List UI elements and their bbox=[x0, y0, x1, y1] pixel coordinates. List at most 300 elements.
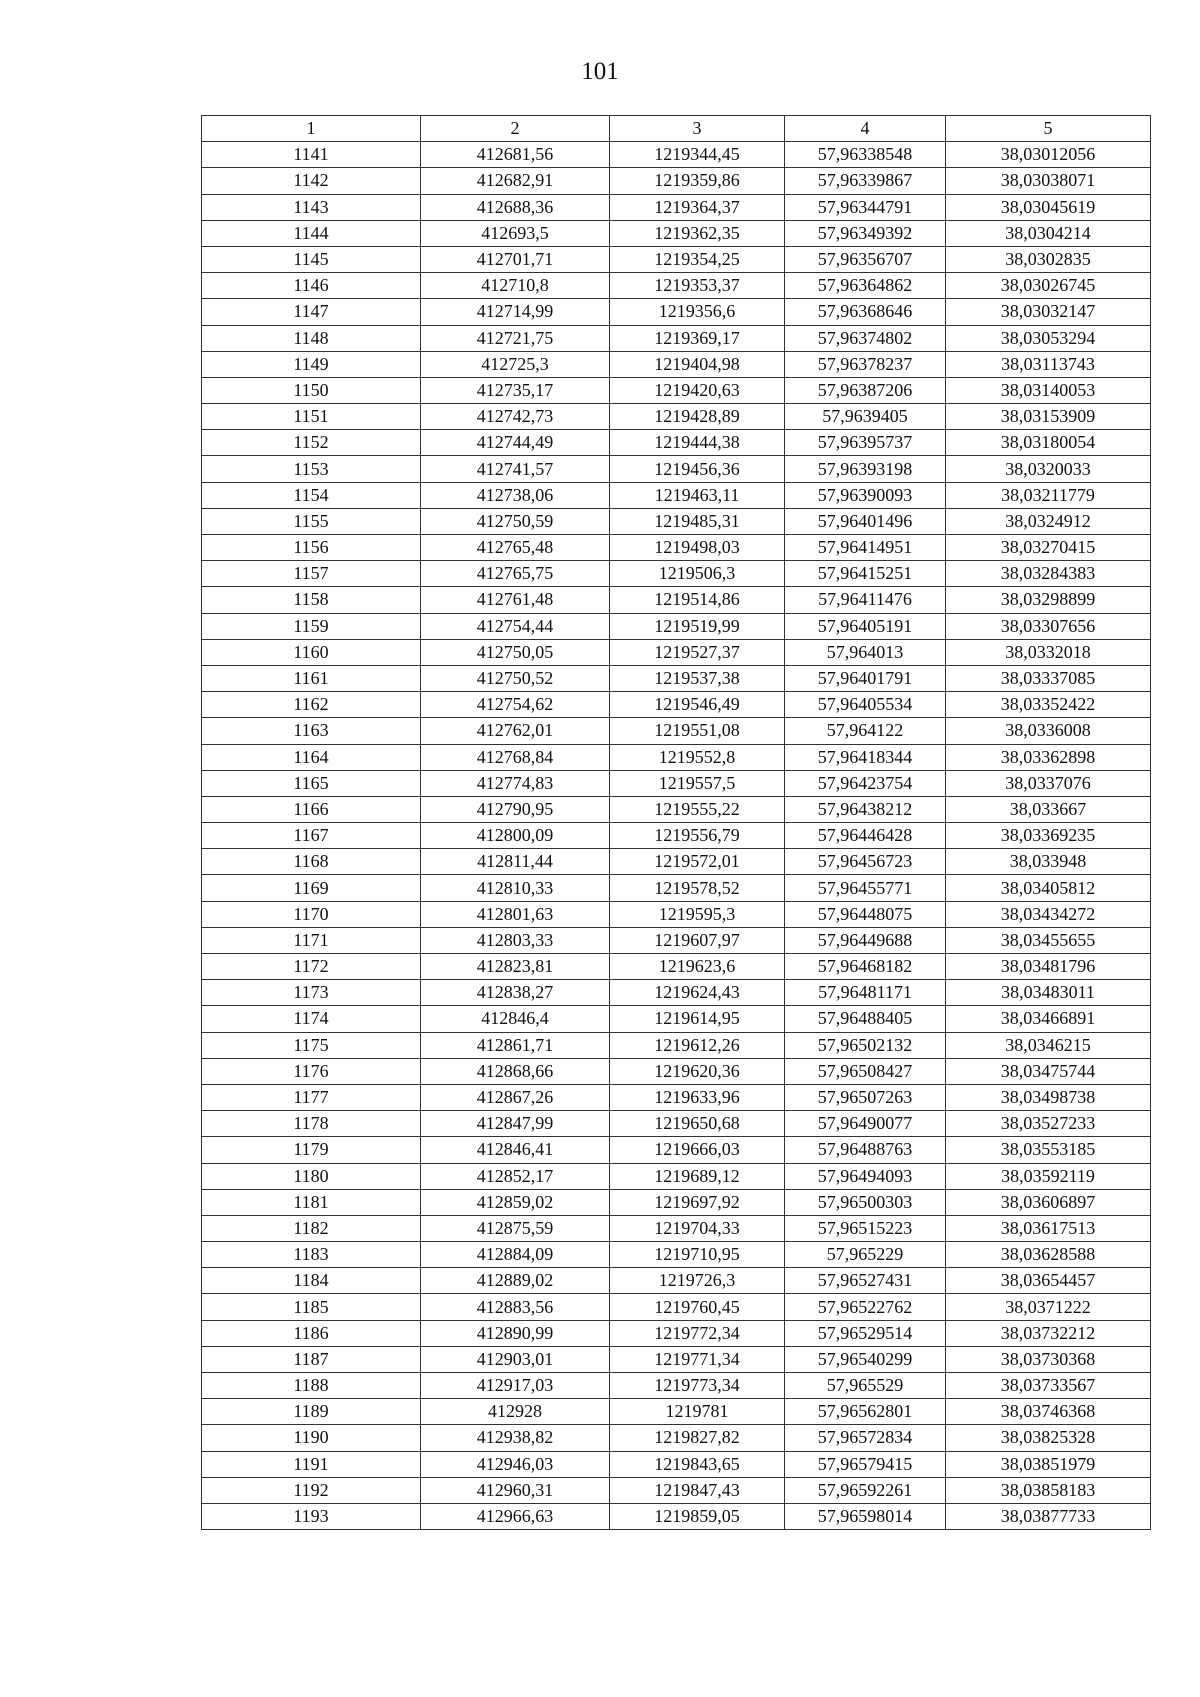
table-cell: 1178 bbox=[202, 1111, 421, 1137]
table-cell: 1158 bbox=[202, 587, 421, 613]
table-cell: 57,96481171 bbox=[785, 980, 946, 1006]
table-cell: 1159 bbox=[202, 613, 421, 639]
table-cell: 57,96349392 bbox=[785, 220, 946, 246]
table-row bbox=[202, 325, 1151, 351]
table-row bbox=[202, 718, 1151, 744]
table-cell: 1219726,3 bbox=[610, 1268, 785, 1294]
table-cell: 412960,31 bbox=[421, 1477, 610, 1503]
table-cell: 1219666,03 bbox=[610, 1137, 785, 1163]
table-cell: 57,96364862 bbox=[785, 273, 946, 299]
table-cell: 57,9639405 bbox=[785, 404, 946, 430]
table-cell: 1154 bbox=[202, 482, 421, 508]
table-header-row bbox=[202, 116, 1151, 142]
table-cell: 412725,3 bbox=[421, 351, 610, 377]
table-cell: 412946,03 bbox=[421, 1451, 610, 1477]
table-cell: 1191 bbox=[202, 1451, 421, 1477]
table-cell: 1156 bbox=[202, 535, 421, 561]
table-cell: 412744,49 bbox=[421, 430, 610, 456]
table-cell: 57,96502132 bbox=[785, 1032, 946, 1058]
table-row bbox=[202, 299, 1151, 325]
table-row bbox=[202, 770, 1151, 796]
table-cell: 38,03362898 bbox=[946, 744, 1151, 770]
table-cell: 1157 bbox=[202, 561, 421, 587]
table-cell: 1219847,43 bbox=[610, 1477, 785, 1503]
table-cell: 38,0320033 bbox=[946, 456, 1151, 482]
table-cell: 57,96456723 bbox=[785, 849, 946, 875]
table-cell: 38,03140053 bbox=[946, 377, 1151, 403]
table-cell: 1168 bbox=[202, 849, 421, 875]
table-cell: 1164 bbox=[202, 744, 421, 770]
table-cell: 1219771,34 bbox=[610, 1346, 785, 1372]
table-cell: 1219697,92 bbox=[610, 1189, 785, 1215]
table-cell: 1219650,68 bbox=[610, 1111, 785, 1137]
table-cell: 38,03352422 bbox=[946, 692, 1151, 718]
table-cell: 57,964013 bbox=[785, 639, 946, 665]
table-cell: 412710,8 bbox=[421, 273, 610, 299]
table-row bbox=[202, 849, 1151, 875]
table-cell: 1177 bbox=[202, 1084, 421, 1110]
table-cell: 38,03434272 bbox=[946, 901, 1151, 927]
table-cell: 57,96468182 bbox=[785, 954, 946, 980]
table-row bbox=[202, 744, 1151, 770]
table-cell: 38,03746368 bbox=[946, 1399, 1151, 1425]
page-number: 101 bbox=[581, 58, 619, 85]
table-cell: 412681,56 bbox=[421, 142, 610, 168]
table-cell: 1185 bbox=[202, 1294, 421, 1320]
table-cell: 412682,91 bbox=[421, 168, 610, 194]
table-cell: 412735,17 bbox=[421, 377, 610, 403]
table-cell: 1152 bbox=[202, 430, 421, 456]
table-cell: 1167 bbox=[202, 823, 421, 849]
table-cell: 412741,57 bbox=[421, 456, 610, 482]
table-cell: 1174 bbox=[202, 1006, 421, 1032]
table-cell: 57,96448075 bbox=[785, 901, 946, 927]
table-cell: 412890,99 bbox=[421, 1320, 610, 1346]
table-cell: 1219537,38 bbox=[610, 665, 785, 691]
table-cell: 1219354,25 bbox=[610, 246, 785, 272]
table-cell: 412800,09 bbox=[421, 823, 610, 849]
table-cell: 1219344,45 bbox=[610, 142, 785, 168]
table-cell: 1219353,37 bbox=[610, 273, 785, 299]
table-cell: 38,03475744 bbox=[946, 1058, 1151, 1084]
table-cell: 1155 bbox=[202, 508, 421, 534]
table-cell: 38,03153909 bbox=[946, 404, 1151, 430]
table-cell: 1219552,8 bbox=[610, 744, 785, 770]
table-cell: 412810,33 bbox=[421, 875, 610, 901]
table-cell: 1147 bbox=[202, 299, 421, 325]
table-cell: 38,03053294 bbox=[946, 325, 1151, 351]
table-cell: 38,0336008 bbox=[946, 718, 1151, 744]
table-cell: 57,96527431 bbox=[785, 1268, 946, 1294]
table-cell: 38,0332018 bbox=[946, 639, 1151, 665]
table-cell: 1219624,43 bbox=[610, 980, 785, 1006]
table-cell: 1219485,31 bbox=[610, 508, 785, 534]
column-header: 2 bbox=[421, 116, 610, 142]
table-cell: 1162 bbox=[202, 692, 421, 718]
table-row bbox=[202, 194, 1151, 220]
table-cell: 57,96508427 bbox=[785, 1058, 946, 1084]
table-cell: 412754,44 bbox=[421, 613, 610, 639]
table-cell: 38,03617513 bbox=[946, 1215, 1151, 1241]
table-row bbox=[202, 1503, 1151, 1529]
table-cell: 1193 bbox=[202, 1503, 421, 1529]
table-cell: 1141 bbox=[202, 142, 421, 168]
table-row bbox=[202, 535, 1151, 561]
table-row bbox=[202, 1032, 1151, 1058]
table-cell: 1219623,6 bbox=[610, 954, 785, 980]
table-cell: 57,96395737 bbox=[785, 430, 946, 456]
coordinates-table bbox=[201, 115, 1151, 1530]
table-cell: 57,96368646 bbox=[785, 299, 946, 325]
table-cell: 1219607,97 bbox=[610, 927, 785, 953]
table-cell: 38,03732212 bbox=[946, 1320, 1151, 1346]
table-cell: 38,03369235 bbox=[946, 823, 1151, 849]
table-cell: 57,96344791 bbox=[785, 194, 946, 220]
table-row bbox=[202, 142, 1151, 168]
table-row bbox=[202, 901, 1151, 927]
table-cell: 57,96401791 bbox=[785, 665, 946, 691]
table-cell: 57,965229 bbox=[785, 1242, 946, 1268]
table-cell: 1219356,6 bbox=[610, 299, 785, 325]
table-cell: 57,96339867 bbox=[785, 168, 946, 194]
table-cell: 1180 bbox=[202, 1163, 421, 1189]
table-cell: 412750,52 bbox=[421, 665, 610, 691]
table-cell: 57,96490077 bbox=[785, 1111, 946, 1137]
table-cell: 412838,27 bbox=[421, 980, 610, 1006]
table-cell: 57,96401496 bbox=[785, 508, 946, 534]
table-row bbox=[202, 508, 1151, 534]
table-cell: 412903,01 bbox=[421, 1346, 610, 1372]
table-cell: 1219620,36 bbox=[610, 1058, 785, 1084]
table-cell: 1192 bbox=[202, 1477, 421, 1503]
table-cell: 38,03553185 bbox=[946, 1137, 1151, 1163]
table-row bbox=[202, 456, 1151, 482]
table-cell: 412803,33 bbox=[421, 927, 610, 953]
table-cell: 412823,81 bbox=[421, 954, 610, 980]
table-row bbox=[202, 1137, 1151, 1163]
table-cell: 1219428,89 bbox=[610, 404, 785, 430]
table-cell: 38,033667 bbox=[946, 796, 1151, 822]
table-cell: 57,96414951 bbox=[785, 535, 946, 561]
table-cell: 1181 bbox=[202, 1189, 421, 1215]
table-cell: 1219760,45 bbox=[610, 1294, 785, 1320]
table-row bbox=[202, 1111, 1151, 1137]
table-cell: 1219551,08 bbox=[610, 718, 785, 744]
table-cell: 57,964122 bbox=[785, 718, 946, 744]
table-cell: 38,03038071 bbox=[946, 168, 1151, 194]
table-cell: 57,96529514 bbox=[785, 1320, 946, 1346]
table-cell: 1186 bbox=[202, 1320, 421, 1346]
table-cell: 57,96438212 bbox=[785, 796, 946, 822]
table-cell: 412846,4 bbox=[421, 1006, 610, 1032]
table-cell: 57,96579415 bbox=[785, 1451, 946, 1477]
table-cell: 1219773,34 bbox=[610, 1373, 785, 1399]
column-header: 5 bbox=[946, 116, 1151, 142]
table-row bbox=[202, 1189, 1151, 1215]
table-row bbox=[202, 1451, 1151, 1477]
table-cell: 38,03180054 bbox=[946, 430, 1151, 456]
table-cell: 1219463,11 bbox=[610, 482, 785, 508]
table-row bbox=[202, 1320, 1151, 1346]
table-cell: 1149 bbox=[202, 351, 421, 377]
table-cell: 1183 bbox=[202, 1242, 421, 1268]
table-cell: 57,96390093 bbox=[785, 482, 946, 508]
table-cell: 1170 bbox=[202, 901, 421, 927]
table-cell: 57,96393198 bbox=[785, 456, 946, 482]
table-cell: 412811,44 bbox=[421, 849, 610, 875]
table-cell: 1219359,86 bbox=[610, 168, 785, 194]
table-cell: 1161 bbox=[202, 665, 421, 691]
table-row bbox=[202, 1058, 1151, 1084]
table-cell: 57,96378237 bbox=[785, 351, 946, 377]
table-cell: 38,03481796 bbox=[946, 954, 1151, 980]
table-cell: 412917,03 bbox=[421, 1373, 610, 1399]
table-cell: 1160 bbox=[202, 639, 421, 665]
table-cell: 1219633,96 bbox=[610, 1084, 785, 1110]
table-cell: 38,03825328 bbox=[946, 1425, 1151, 1451]
table-cell: 412928 bbox=[421, 1399, 610, 1425]
table-row bbox=[202, 613, 1151, 639]
table-row bbox=[202, 1163, 1151, 1189]
table-cell: 57,96515223 bbox=[785, 1215, 946, 1241]
table-cell: 1219572,01 bbox=[610, 849, 785, 875]
table-row bbox=[202, 665, 1151, 691]
table-cell: 57,96415251 bbox=[785, 561, 946, 587]
table-row bbox=[202, 351, 1151, 377]
table-row bbox=[202, 430, 1151, 456]
table-row bbox=[202, 692, 1151, 718]
table-cell: 38,03733567 bbox=[946, 1373, 1151, 1399]
table-cell: 412750,59 bbox=[421, 508, 610, 534]
table-cell: 57,96500303 bbox=[785, 1189, 946, 1215]
table-row bbox=[202, 954, 1151, 980]
table-cell: 1219827,82 bbox=[610, 1425, 785, 1451]
table-cell: 38,03858183 bbox=[946, 1477, 1151, 1503]
table-cell: 1219556,79 bbox=[610, 823, 785, 849]
column-header: 3 bbox=[610, 116, 785, 142]
table-row bbox=[202, 796, 1151, 822]
table-cell: 1219689,12 bbox=[610, 1163, 785, 1189]
table-cell: 1219843,65 bbox=[610, 1451, 785, 1477]
table-cell: 1219772,34 bbox=[610, 1320, 785, 1346]
table-cell: 1219506,3 bbox=[610, 561, 785, 587]
table-cell: 1169 bbox=[202, 875, 421, 901]
table-cell: 412859,02 bbox=[421, 1189, 610, 1215]
table-cell: 1184 bbox=[202, 1268, 421, 1294]
table-cell: 1163 bbox=[202, 718, 421, 744]
table-row bbox=[202, 1346, 1151, 1372]
table-cell: 1219514,86 bbox=[610, 587, 785, 613]
table-cell: 57,96572834 bbox=[785, 1425, 946, 1451]
table-row bbox=[202, 273, 1151, 299]
table-row bbox=[202, 1006, 1151, 1032]
table-cell: 412750,05 bbox=[421, 639, 610, 665]
table-row bbox=[202, 168, 1151, 194]
table-cell: 57,96338548 bbox=[785, 142, 946, 168]
table-cell: 1165 bbox=[202, 770, 421, 796]
table-row bbox=[202, 377, 1151, 403]
table-cell: 57,96356707 bbox=[785, 246, 946, 272]
table-cell: 57,96592261 bbox=[785, 1477, 946, 1503]
table-cell: 57,96411476 bbox=[785, 587, 946, 613]
table-cell: 1219704,33 bbox=[610, 1215, 785, 1241]
table-cell: 412868,66 bbox=[421, 1058, 610, 1084]
table-row bbox=[202, 927, 1151, 953]
table-cell: 57,96522762 bbox=[785, 1294, 946, 1320]
table-cell: 412774,83 bbox=[421, 770, 610, 796]
table-cell: 38,03026745 bbox=[946, 273, 1151, 299]
table-cell: 412884,09 bbox=[421, 1242, 610, 1268]
table-cell: 1219456,36 bbox=[610, 456, 785, 482]
table-cell: 57,96405191 bbox=[785, 613, 946, 639]
table-cell: 1219859,05 bbox=[610, 1503, 785, 1529]
table-cell: 1151 bbox=[202, 404, 421, 430]
table-cell: 57,96449688 bbox=[785, 927, 946, 953]
table-cell: 1148 bbox=[202, 325, 421, 351]
table-cell: 412761,48 bbox=[421, 587, 610, 613]
table-body bbox=[202, 142, 1151, 1530]
table-row bbox=[202, 1425, 1151, 1451]
table-cell: 1179 bbox=[202, 1137, 421, 1163]
table-cell: 1176 bbox=[202, 1058, 421, 1084]
table-cell: 1153 bbox=[202, 456, 421, 482]
table-cell: 412693,5 bbox=[421, 220, 610, 246]
table-cell: 57,96488763 bbox=[785, 1137, 946, 1163]
table-cell: 1219527,37 bbox=[610, 639, 785, 665]
table-row bbox=[202, 1399, 1151, 1425]
table-cell: 1219578,52 bbox=[610, 875, 785, 901]
table-row bbox=[202, 246, 1151, 272]
table-cell: 412875,59 bbox=[421, 1215, 610, 1241]
table-cell: 38,03592119 bbox=[946, 1163, 1151, 1189]
table-cell: 412889,02 bbox=[421, 1268, 610, 1294]
table-cell: 38,03455655 bbox=[946, 927, 1151, 953]
table-cell: 57,96387206 bbox=[785, 377, 946, 403]
table-cell: 1219519,99 bbox=[610, 613, 785, 639]
table-cell: 38,0304214 bbox=[946, 220, 1151, 246]
table-cell: 1173 bbox=[202, 980, 421, 1006]
table-cell: 1175 bbox=[202, 1032, 421, 1058]
table-row bbox=[202, 1477, 1151, 1503]
table-cell: 412688,36 bbox=[421, 194, 610, 220]
table-cell: 57,96455771 bbox=[785, 875, 946, 901]
table-cell: 1190 bbox=[202, 1425, 421, 1451]
table-cell: 38,0346215 bbox=[946, 1032, 1151, 1058]
table-cell: 38,03851979 bbox=[946, 1451, 1151, 1477]
table-cell: 1189 bbox=[202, 1399, 421, 1425]
table-cell: 38,03284383 bbox=[946, 561, 1151, 587]
table-row bbox=[202, 823, 1151, 849]
table-cell: 412765,48 bbox=[421, 535, 610, 561]
table-cell: 412938,82 bbox=[421, 1425, 610, 1451]
table-cell: 38,03606897 bbox=[946, 1189, 1151, 1215]
table-cell: 412883,56 bbox=[421, 1294, 610, 1320]
table-cell: 57,96446428 bbox=[785, 823, 946, 849]
column-header: 4 bbox=[785, 116, 946, 142]
table-cell: 1146 bbox=[202, 273, 421, 299]
table-cell: 1219364,37 bbox=[610, 194, 785, 220]
table-cell: 1219710,95 bbox=[610, 1242, 785, 1268]
table-cell: 57,96507263 bbox=[785, 1084, 946, 1110]
table-cell: 412762,01 bbox=[421, 718, 610, 744]
table-cell: 38,03483011 bbox=[946, 980, 1151, 1006]
column-header: 1 bbox=[202, 116, 421, 142]
table-row bbox=[202, 1084, 1151, 1110]
table-cell: 1143 bbox=[202, 194, 421, 220]
table-row bbox=[202, 639, 1151, 665]
table-cell: 38,03730368 bbox=[946, 1346, 1151, 1372]
table-cell: 38,03405812 bbox=[946, 875, 1151, 901]
table-cell: 1166 bbox=[202, 796, 421, 822]
table-cell: 1142 bbox=[202, 168, 421, 194]
table-cell: 1219444,38 bbox=[610, 430, 785, 456]
table-cell: 38,0337076 bbox=[946, 770, 1151, 796]
table-row bbox=[202, 1268, 1151, 1294]
table-cell: 1172 bbox=[202, 954, 421, 980]
table-cell: 38,03466891 bbox=[946, 1006, 1151, 1032]
table-cell: 1144 bbox=[202, 220, 421, 246]
table-cell: 57,96488405 bbox=[785, 1006, 946, 1032]
table-cell: 38,03498738 bbox=[946, 1084, 1151, 1110]
table-cell: 57,965529 bbox=[785, 1373, 946, 1399]
table-row bbox=[202, 875, 1151, 901]
table-cell: 1219369,17 bbox=[610, 325, 785, 351]
table-row bbox=[202, 980, 1151, 1006]
table-cell: 412721,75 bbox=[421, 325, 610, 351]
table-cell: 57,96423754 bbox=[785, 770, 946, 796]
table-row bbox=[202, 1294, 1151, 1320]
table-cell: 412768,84 bbox=[421, 744, 610, 770]
table-cell: 412765,75 bbox=[421, 561, 610, 587]
table-cell: 1188 bbox=[202, 1373, 421, 1399]
table-cell: 412846,41 bbox=[421, 1137, 610, 1163]
table-cell: 38,03877733 bbox=[946, 1503, 1151, 1529]
table-row bbox=[202, 404, 1151, 430]
table-cell: 38,03628588 bbox=[946, 1242, 1151, 1268]
table-cell: 412714,99 bbox=[421, 299, 610, 325]
table-cell: 1219555,22 bbox=[610, 796, 785, 822]
table-cell: 412847,99 bbox=[421, 1111, 610, 1137]
table-cell: 38,03012056 bbox=[946, 142, 1151, 168]
table-cell: 412867,26 bbox=[421, 1084, 610, 1110]
table-cell: 38,03337085 bbox=[946, 665, 1151, 691]
table-cell: 1219595,3 bbox=[610, 901, 785, 927]
table-cell: 38,03654457 bbox=[946, 1268, 1151, 1294]
table-cell: 57,96598014 bbox=[785, 1503, 946, 1529]
table-cell: 57,96418344 bbox=[785, 744, 946, 770]
table-cell: 57,96562801 bbox=[785, 1399, 946, 1425]
table-cell: 1219614,95 bbox=[610, 1006, 785, 1032]
table-cell: 412790,95 bbox=[421, 796, 610, 822]
table-cell: 1182 bbox=[202, 1215, 421, 1241]
table-cell: 412754,62 bbox=[421, 692, 610, 718]
table-row bbox=[202, 482, 1151, 508]
table-cell: 1219781 bbox=[610, 1399, 785, 1425]
table-cell: 1219362,35 bbox=[610, 220, 785, 246]
table-cell: 38,033948 bbox=[946, 849, 1151, 875]
table-cell: 1171 bbox=[202, 927, 421, 953]
table-row bbox=[202, 561, 1151, 587]
table-cell: 57,96405534 bbox=[785, 692, 946, 718]
table-cell: 38,03113743 bbox=[946, 351, 1151, 377]
table-cell: 1219612,26 bbox=[610, 1032, 785, 1058]
table-cell: 1150 bbox=[202, 377, 421, 403]
table-cell: 38,03211779 bbox=[946, 482, 1151, 508]
table-row bbox=[202, 587, 1151, 613]
table-row bbox=[202, 1373, 1151, 1399]
table-cell: 1219557,5 bbox=[610, 770, 785, 796]
table-cell: 57,96494093 bbox=[785, 1163, 946, 1189]
